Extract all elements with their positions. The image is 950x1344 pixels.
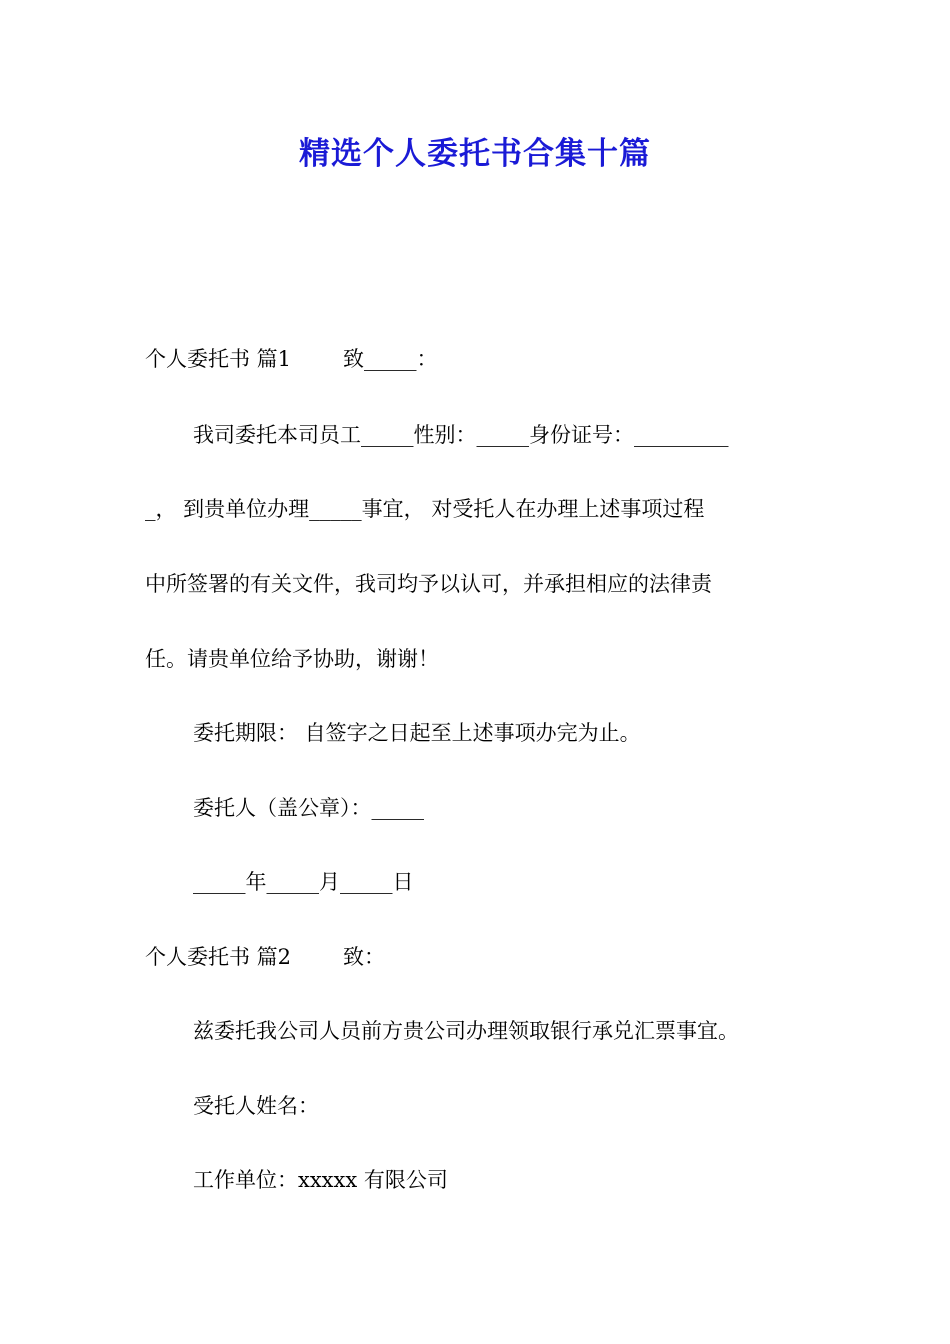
section2-addressee: 致： bbox=[343, 945, 386, 969]
section1-client-seal: 委托人（盖公章）：_____ bbox=[193, 796, 424, 820]
section1-date: _____年_____月_____日 bbox=[193, 870, 414, 894]
section1-addressee: 致_____： bbox=[343, 347, 438, 371]
section2-heading-line bbox=[145, 942, 385, 972]
section1-body-line-2: _， 到贵单位办理_____事宜， 对受托人在办理上述事项过程 bbox=[145, 497, 705, 521]
section2-work-unit: 工作单位：xxxxx 有限公司 bbox=[193, 1168, 448, 1192]
section1-body-line-3: 中所签署的有关文件，我司均予以认可，并承担相应的法律责 bbox=[145, 572, 712, 596]
document-title: 精选个人委托书合集十篇 bbox=[299, 136, 651, 172]
section1-body-line-4: 任。请贵单位给予协助，谢谢！ bbox=[145, 647, 439, 671]
section2-trustee-name: 受托人姓名： bbox=[193, 1094, 319, 1118]
section2-body: 兹委托我公司人员前方贵公司办理领取银行承兑汇票事宜。 bbox=[193, 1019, 739, 1043]
section1-term: 委托期限： 自签字之日起至上述事项办完为止。 bbox=[193, 721, 641, 745]
section1-heading-line bbox=[145, 344, 438, 374]
section1-body-line-1: 我司委托本司员工_____性别：_____身份证号：_________ bbox=[193, 423, 729, 447]
section1-heading: 个人委托书 篇1 bbox=[145, 347, 292, 371]
section2-heading: 个人委托书 篇2 bbox=[145, 945, 292, 969]
